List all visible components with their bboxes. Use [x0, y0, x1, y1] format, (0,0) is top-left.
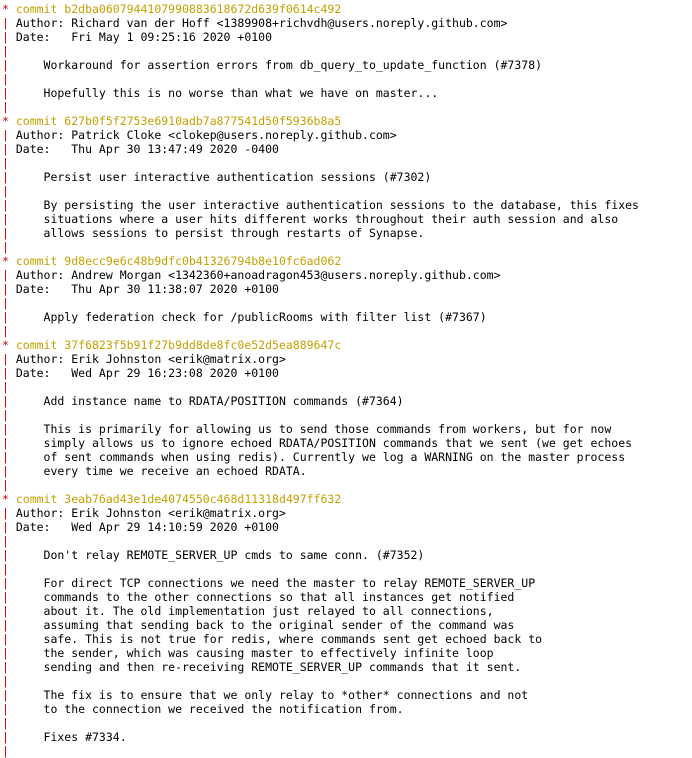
date-text: Date: Fri May 1 09:25:16 2020 +0100	[15, 30, 273, 44]
graph-branch-line: |	[2, 170, 9, 184]
commit-message-text: of sent commands when using redis). Currently we log a WARNING on the master process	[15, 450, 626, 464]
log-line	[2, 730, 692, 744]
graph-branch-line: |	[2, 394, 9, 408]
commit-message-text: Workaround for assertion errors from db_query_to_update_function (#7378)	[15, 58, 543, 72]
graph-branch-line: |	[2, 716, 9, 730]
log-line	[2, 240, 692, 254]
log-line	[2, 534, 692, 548]
commit-message-text: safe. This is not true for redis, where commands sent get echoed back to	[15, 632, 543, 646]
log-line	[2, 338, 692, 352]
date-text: Date: Wed Apr 29 16:23:08 2020 +0100	[15, 366, 279, 380]
log-line	[2, 674, 692, 688]
graph-commit-node: *	[2, 2, 9, 16]
graph-branch-line: |	[2, 548, 9, 562]
graph-branch-line: |	[2, 324, 9, 338]
graph-branch-line: |	[2, 128, 9, 142]
log-line	[2, 394, 692, 408]
log-line	[2, 506, 692, 520]
log-line	[2, 562, 692, 576]
graph-branch-line: |	[2, 450, 9, 464]
log-line	[2, 58, 692, 72]
graph-branch-line: |	[2, 296, 9, 310]
log-line	[2, 44, 692, 58]
graph-branch-line: |	[2, 660, 9, 674]
log-line	[2, 72, 692, 86]
log-line	[2, 366, 692, 380]
graph-branch-line: |	[2, 212, 9, 226]
graph-branch-line: |	[2, 72, 9, 86]
log-line	[2, 114, 692, 128]
log-line	[2, 436, 692, 450]
graph-branch-line: |	[2, 702, 9, 716]
log-line	[2, 324, 692, 338]
log-line	[2, 590, 692, 604]
commit-message-text: Don't relay REMOTE_SERVER_UP cmds to same conn. (#7352)	[15, 548, 425, 562]
log-line	[2, 604, 692, 618]
commit-message-text: about it. The old implementation just relayed to all connections,	[15, 604, 494, 618]
graph-branch-line: |	[2, 184, 9, 198]
log-line	[2, 170, 692, 184]
log-line	[2, 142, 692, 156]
graph-branch-line: |	[2, 86, 9, 100]
commit-message-text: assuming that sending back to the original sender of the command was	[15, 618, 515, 632]
log-line	[2, 660, 692, 674]
author-text: Author: Patrick Cloke <clokep@users.noreply.github.com>	[15, 128, 397, 142]
graph-branch-line: |	[2, 352, 9, 366]
log-line	[2, 16, 692, 30]
log-line	[2, 688, 692, 702]
graph-branch-line: |	[2, 16, 9, 30]
log-line	[2, 30, 692, 44]
graph-branch-line: |	[2, 226, 9, 240]
log-line	[2, 618, 692, 632]
graph-branch-line: |	[2, 534, 9, 548]
commit-message-text: every time we receive an echoed RDATA.	[15, 464, 307, 478]
log-line	[2, 408, 692, 422]
log-line	[2, 548, 692, 562]
graph-commit-node: *	[2, 254, 9, 268]
commit-hash-text: commit 627b0f5f2753e6910adb7a877541d50f5936b8a5	[15, 114, 342, 128]
commit-message-text: the sender, which was causing master to effectively infinite loop	[15, 646, 494, 660]
log-line	[2, 198, 692, 212]
log-line	[2, 576, 692, 590]
date-text: Date: Thu Apr 30 13:47:49 2020 -0400	[15, 142, 279, 156]
log-line	[2, 450, 692, 464]
graph-branch-line: |	[2, 506, 9, 520]
graph-branch-line: |	[2, 590, 9, 604]
log-line	[2, 646, 692, 660]
commit-hash-text: commit 9d8ecc9e6c48b9dfc0b41326794b8e10fc6ad062	[15, 254, 342, 268]
graph-branch-line: |	[2, 198, 9, 212]
log-line	[2, 212, 692, 226]
commit-message-text: allows sessions to persist through restarts of Synapse.	[15, 226, 425, 240]
graph-branch-line: |	[2, 156, 9, 170]
graph-branch-line: |	[2, 408, 9, 422]
graph-branch-line: |	[2, 282, 9, 296]
log-line	[2, 128, 692, 142]
log-line	[2, 86, 692, 100]
git-log-output	[2, 2, 692, 758]
graph-branch-line: |	[2, 422, 9, 436]
commit-message-text: This is primarily for allowing us to send those commands from workers, but for now	[15, 422, 612, 436]
graph-commit-node: *	[2, 338, 9, 352]
log-line	[2, 380, 692, 394]
commit-message-text: sending and then re-receiving REMOTE_SERVER_UP commands that it sent.	[15, 660, 522, 674]
log-line	[2, 268, 692, 282]
graph-branch-line: |	[2, 520, 9, 534]
commit-message-text: Fixes #7334.	[15, 730, 127, 744]
log-line	[2, 464, 692, 478]
graph-branch-line: |	[2, 604, 9, 618]
commit-hash-text: commit 37f6823f5b91f27b9dd8de8fc0e52d5ea889647c	[15, 338, 342, 352]
graph-branch-line: |	[2, 30, 9, 44]
commit-message-text: For direct TCP connections we need the master to relay REMOTE_SERVER_UP	[15, 576, 536, 590]
log-line	[2, 716, 692, 730]
log-line	[2, 100, 692, 114]
commit-hash-text: commit 3eab76ad43e1de4074550c468d11318d497ff632	[15, 492, 342, 506]
log-line	[2, 310, 692, 324]
author-text: Author: Richard van der Hoff <1389908+richvdh@users.noreply.github.com>	[15, 16, 508, 30]
log-line	[2, 702, 692, 716]
graph-branch-line: |	[2, 464, 9, 478]
commit-message-text: commands to the other connections so that all instances get notified	[15, 590, 515, 604]
graph-branch-line: |	[2, 380, 9, 394]
commit-message-text: to the connection we received the notification from.	[15, 702, 404, 716]
log-line	[2, 422, 692, 436]
log-line	[2, 632, 692, 646]
graph-branch-line: |	[2, 562, 9, 576]
graph-branch-line: |	[2, 310, 9, 324]
graph-branch-line: |	[2, 100, 9, 114]
graph-branch-line: |	[2, 240, 9, 254]
date-text: Date: Wed Apr 29 14:10:59 2020 +0100	[15, 520, 279, 534]
graph-branch-line: |	[2, 478, 9, 492]
log-line	[2, 156, 692, 170]
commit-message-text: Persist user interactive authentication sessions (#7302)	[15, 170, 432, 184]
author-text: Author: Andrew Morgan <1342360+anoadragon453@users.noreply.github.com>	[15, 268, 501, 282]
graph-commit-node: *	[2, 114, 9, 128]
commit-message-text: The fix is to ensure that we only relay to *other* connections and not	[15, 688, 529, 702]
log-line	[2, 744, 692, 758]
log-line	[2, 184, 692, 198]
commit-message-text: By persisting the user interactive authentication sessions to the database, this fixes	[15, 198, 639, 212]
graph-branch-line: |	[2, 744, 9, 758]
graph-branch-line: |	[2, 674, 9, 688]
commit-message-text: Apply federation check for /publicRooms with filter list (#7367)	[15, 310, 487, 324]
graph-branch-line: |	[2, 632, 9, 646]
graph-branch-line: |	[2, 730, 9, 744]
log-line	[2, 492, 692, 506]
graph-branch-line: |	[2, 142, 9, 156]
author-text: Author: Erik Johnston <erik@matrix.org>	[15, 352, 286, 366]
graph-branch-line: |	[2, 688, 9, 702]
log-line	[2, 2, 692, 16]
log-line	[2, 254, 692, 268]
graph-branch-line: |	[2, 58, 9, 72]
graph-commit-node: *	[2, 492, 9, 506]
commit-message-text: simply allows us to ignore echoed RDATA/POSITION commands that we sent (we get echoes	[15, 436, 633, 450]
log-line	[2, 226, 692, 240]
log-line	[2, 296, 692, 310]
commit-message-text: Hopefully this is no worse than what we have on master...	[15, 86, 439, 100]
log-line	[2, 478, 692, 492]
graph-branch-line: |	[2, 618, 9, 632]
commit-message-text: situations where a user hits different works throughout their auth session and also	[15, 212, 619, 226]
author-text: Author: Erik Johnston <erik@matrix.org>	[15, 506, 286, 520]
log-line	[2, 352, 692, 366]
commit-message-text: Add instance name to RDATA/POSITION commands (#7364)	[15, 394, 404, 408]
graph-branch-line: |	[2, 44, 9, 58]
commit-hash-text: commit b2dba0607944107990883618672d639f0614c492	[15, 2, 342, 16]
date-text: Date: Thu Apr 30 11:38:07 2020 +0100	[15, 282, 279, 296]
graph-branch-line: |	[2, 646, 9, 660]
graph-branch-line: |	[2, 436, 9, 450]
graph-branch-line: |	[2, 576, 9, 590]
log-line	[2, 520, 692, 534]
log-line	[2, 282, 692, 296]
graph-branch-line: |	[2, 366, 9, 380]
graph-branch-line: |	[2, 268, 9, 282]
